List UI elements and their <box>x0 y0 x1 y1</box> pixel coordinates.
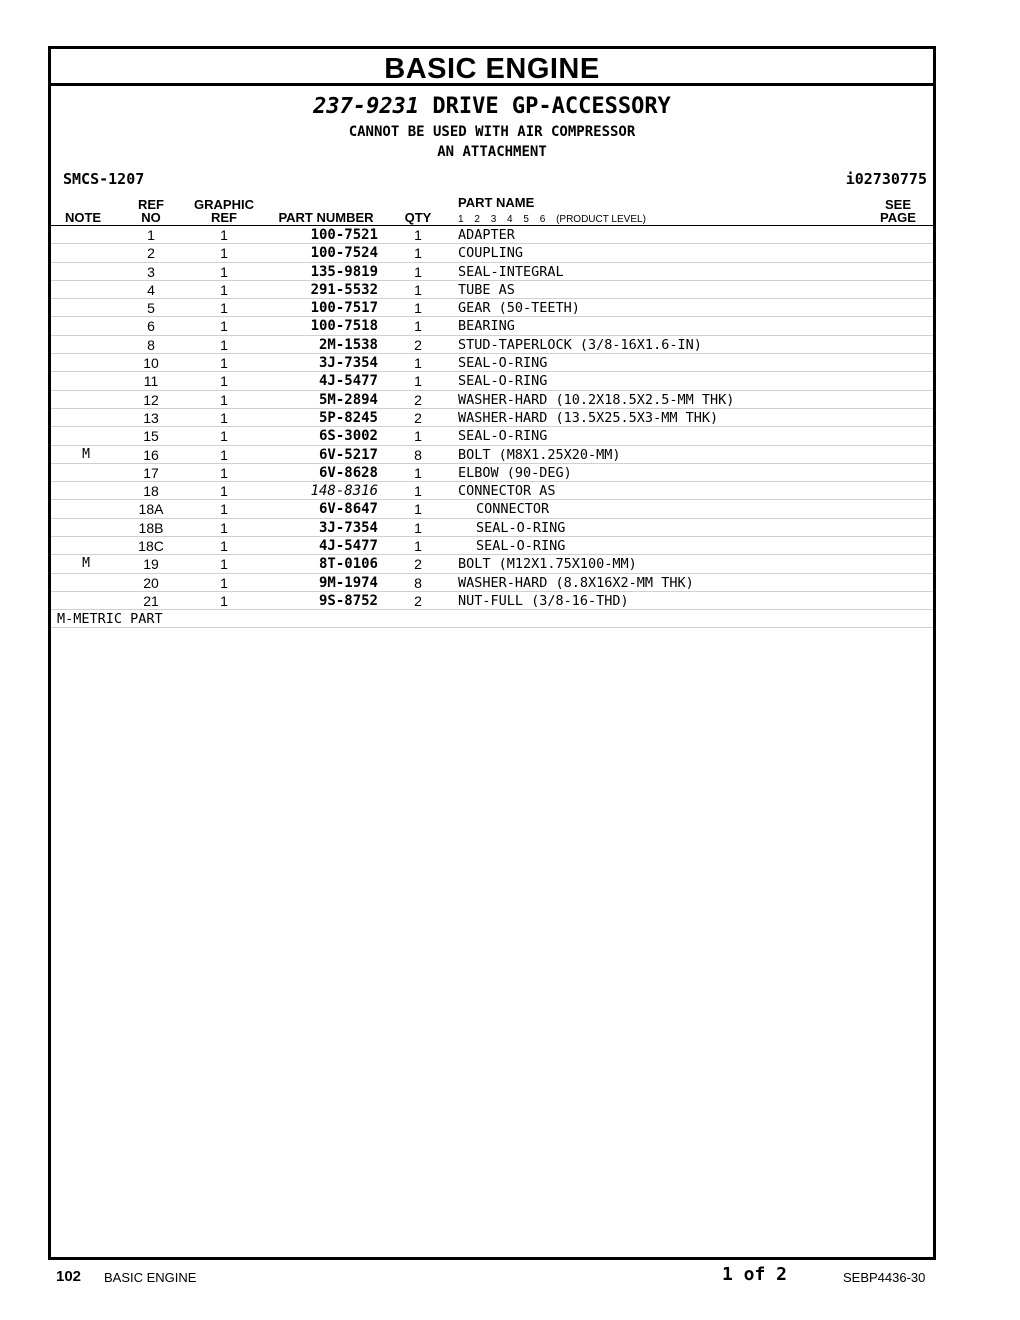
graphic-ref-cell: 1 <box>220 428 228 445</box>
qty-cell: 1 <box>414 355 422 372</box>
part-name-cell: GEAR (50-TEETH) <box>458 300 580 317</box>
qty-cell: 1 <box>414 263 422 280</box>
qty-cell: 1 <box>414 538 422 555</box>
part-number-cell: 100-7517 <box>310 300 378 317</box>
group-note-1: CANNOT BE USED WITH AIR COMPRESSOR <box>348 124 636 140</box>
ref-no-cell: 16 <box>143 446 159 463</box>
graphic-ref-cell: 1 <box>220 556 228 573</box>
part-name-cell: SEAL-O-RING <box>458 428 548 445</box>
sheet-indicator: 1 of 2 <box>722 1264 788 1285</box>
graphic-ref-cell: 1 <box>220 227 228 243</box>
group-title <box>51 93 933 121</box>
qty-cell: 2 <box>414 592 422 609</box>
ref-no-cell: 19 <box>143 556 159 573</box>
part-number-cell: 5M-2894 <box>318 391 378 408</box>
qty-cell: 2 <box>414 391 422 408</box>
qty-cell: 8 <box>414 446 422 463</box>
ref-no-cell: 11 <box>143 373 159 390</box>
parts-list <box>51 226 933 628</box>
ref-no-cell: 15 <box>143 428 159 445</box>
parts-page-frame <box>48 46 936 1260</box>
graphic-ref-cell: 1 <box>220 538 228 555</box>
qty-cell: 8 <box>414 574 422 591</box>
qty-cell: 1 <box>414 318 422 335</box>
footer-section: BASIC ENGINE <box>104 1270 197 1285</box>
part-number-cell: 9S-8752 <box>318 592 378 609</box>
header-part-number: PART NUMBER <box>278 210 374 225</box>
part-number-cell: 135-9819 <box>310 263 378 280</box>
part-number-cell: 100-7521 <box>310 227 378 243</box>
part-name-cell: BOLT (M8X1.25X20-MM) <box>458 446 621 463</box>
qty-cell: 2 <box>414 336 422 353</box>
graphic-ref-cell: 1 <box>220 355 228 372</box>
table-row <box>51 336 933 354</box>
part-name-cell: WASHER-HARD (8.8X16X2-MM THK) <box>458 574 694 591</box>
table-row <box>51 317 933 335</box>
product-level-1: 1 <box>458 214 464 225</box>
ref-no-cell: 1 <box>147 227 155 243</box>
table-row <box>51 555 933 573</box>
header-ref-bottom: NO <box>141 210 161 225</box>
part-number-cell: 6V-8628 <box>318 464 378 481</box>
part-name-cell: SEAL-O-RING <box>476 519 566 536</box>
qty-cell: 1 <box>414 300 422 317</box>
header-see-top: SEE <box>884 197 911 212</box>
qty-cell: 2 <box>414 409 422 426</box>
qty-cell: 1 <box>414 501 422 518</box>
part-name-cell: TUBE AS <box>458 281 515 298</box>
qty-cell: 1 <box>414 483 422 500</box>
qty-cell: 1 <box>414 464 422 481</box>
graphic-ref-cell: 1 <box>220 519 228 536</box>
page-number: 102 <box>56 1268 82 1285</box>
part-number-cell: 291-5532 <box>310 281 378 298</box>
product-levels <box>458 214 654 225</box>
part-number-cell: 6S-3002 <box>318 428 378 445</box>
table-row <box>51 299 933 317</box>
graphic-ref-cell: 1 <box>220 409 228 426</box>
part-number-cell: 148-8316 <box>310 483 378 500</box>
graphic-ref-cell: 1 <box>220 245 228 262</box>
ref-no-cell: 3 <box>147 263 155 280</box>
part-name-cell: BEARING <box>458 318 515 335</box>
part-number-cell: 4J-5477 <box>318 373 378 390</box>
part-number-cell: 8T-0106 <box>318 556 378 573</box>
part-name-cell: CONNECTOR AS <box>458 483 556 500</box>
smcs-code: SMCS-1207 <box>63 170 145 188</box>
qty-cell: 1 <box>414 519 422 536</box>
graphic-ref-cell: 1 <box>220 574 228 591</box>
graphic-ref-cell: 1 <box>220 318 228 335</box>
part-name-cell: SEAL-O-RING <box>458 355 548 372</box>
ref-no-cell: 18C <box>138 538 164 555</box>
product-level-5: 5 <box>523 214 529 225</box>
ref-no-cell: 13 <box>143 409 159 426</box>
ref-no-cell: 10 <box>143 355 159 372</box>
header-see-bottom: PAGE <box>880 210 916 225</box>
table-row <box>51 519 933 537</box>
table-row <box>51 427 933 445</box>
graphic-ref-cell: 1 <box>220 391 228 408</box>
part-name-cell: SEAL-INTEGRAL <box>458 263 564 280</box>
qty-cell: 2 <box>414 556 422 573</box>
ref-no-cell: 5 <box>147 300 155 317</box>
qty-cell: 1 <box>414 373 422 390</box>
graphic-ref-cell: 1 <box>220 592 228 609</box>
ref-no-cell: 20 <box>143 574 159 591</box>
table-row <box>51 244 933 262</box>
graphic-ref-cell: 1 <box>220 281 228 298</box>
note-cell: M <box>82 556 90 572</box>
graphic-ref-cell: 1 <box>220 300 228 317</box>
ref-no-cell: 18A <box>138 501 164 518</box>
part-number-cell: 9M-1974 <box>318 574 378 591</box>
part-name-cell: WASHER-HARD (13.5X25.5X3-MM THK) <box>458 409 719 426</box>
table-row <box>51 574 933 592</box>
group-name: DRIVE GP-ACCESSORY <box>432 94 671 119</box>
part-number-cell: 2M-1538 <box>318 336 378 353</box>
table-row <box>51 263 933 281</box>
part-number-cell: 3J-7354 <box>318 519 378 536</box>
table-row <box>51 446 933 464</box>
illustration-id: i02730775 <box>845 170 927 188</box>
part-number-cell: 100-7524 <box>310 245 378 262</box>
part-name-cell: BOLT (M12X1.75X100-MM) <box>458 556 637 573</box>
table-row <box>51 281 933 299</box>
graphic-ref-cell: 1 <box>220 446 228 463</box>
page-footer <box>0 1264 1020 1288</box>
table-row <box>51 537 933 555</box>
header-ref-top: REF <box>138 197 164 212</box>
table-row <box>51 592 933 610</box>
table-row <box>51 372 933 390</box>
part-name-cell: STUD-TAPERLOCK (3/8-16X1.6-IN) <box>458 336 702 353</box>
ref-no-cell: 12 <box>143 391 159 408</box>
ref-no-cell: 6 <box>147 318 155 335</box>
group-note-2: AN ATTACHMENT <box>437 144 547 160</box>
product-level-4: 4 <box>507 214 513 225</box>
ref-no-cell: 4 <box>147 281 155 298</box>
table-row <box>51 226 933 244</box>
part-name-cell: WASHER-HARD (10.2X18.5X2.5-MM THK) <box>458 391 735 408</box>
product-level-label: (PRODUCT LEVEL) <box>556 214 646 225</box>
table-row <box>51 391 933 409</box>
part-name-cell: CONNECTOR <box>476 501 550 518</box>
qty-cell: 1 <box>414 281 422 298</box>
section-title: BASIC ENGINE <box>51 49 933 86</box>
metric-legend: M-METRIC PART <box>51 610 933 628</box>
part-name-cell: SEAL-O-RING <box>476 538 566 555</box>
part-name-cell: ADAPTER <box>458 227 515 243</box>
part-name-cell: NUT-FULL (3/8-16-THD) <box>458 592 629 609</box>
header-graphic-top: GRAPHIC <box>194 197 254 212</box>
product-level-6: 6 <box>539 214 546 225</box>
graphic-ref-cell: 1 <box>220 263 228 280</box>
qty-cell: 1 <box>414 245 422 262</box>
graphic-ref-cell: 1 <box>220 464 228 481</box>
qty-cell: 1 <box>414 227 422 243</box>
table-row <box>51 464 933 482</box>
group-number: 237-9231 <box>313 94 420 119</box>
header-note: NOTE <box>64 210 102 225</box>
ref-no-cell: 18 <box>143 483 159 500</box>
ref-no-cell: 17 <box>143 464 159 481</box>
part-name-cell: ELBOW (90-DEG) <box>458 464 572 481</box>
part-name-cell: COUPLING <box>458 245 524 262</box>
header-graphic-bottom: REF <box>211 210 237 225</box>
ref-no-cell: 8 <box>147 336 155 353</box>
table-row <box>51 354 933 372</box>
table-row <box>51 482 933 500</box>
part-number-cell: 4J-5477 <box>318 538 378 555</box>
ref-no-cell: 21 <box>143 592 159 609</box>
ref-no-cell: 2 <box>147 245 155 262</box>
product-level-2: 2 <box>474 214 480 225</box>
qty-cell: 1 <box>414 428 422 445</box>
product-level-3: 3 <box>490 214 497 225</box>
part-number-cell: 6V-5217 <box>318 446 378 463</box>
part-number-cell: 3J-7354 <box>318 355 378 372</box>
table-row <box>51 500 933 518</box>
part-number-cell: 5P-8245 <box>318 409 378 426</box>
table-row <box>51 409 933 427</box>
graphic-ref-cell: 1 <box>220 373 228 390</box>
header-part-name: PART NAME <box>458 195 535 210</box>
part-number-cell: 100-7518 <box>310 318 378 335</box>
ref-no-cell: 18B <box>138 519 164 536</box>
note-cell: M <box>82 446 90 462</box>
graphic-ref-cell: 1 <box>220 501 228 518</box>
graphic-ref-cell: 1 <box>220 483 228 500</box>
part-number-cell: 6V-8647 <box>318 501 378 518</box>
part-name-cell: SEAL-O-RING <box>458 373 548 390</box>
header-qty: QTY <box>404 210 432 225</box>
document-number: SEBP4436-30 <box>843 1270 926 1285</box>
graphic-ref-cell: 1 <box>220 336 228 353</box>
